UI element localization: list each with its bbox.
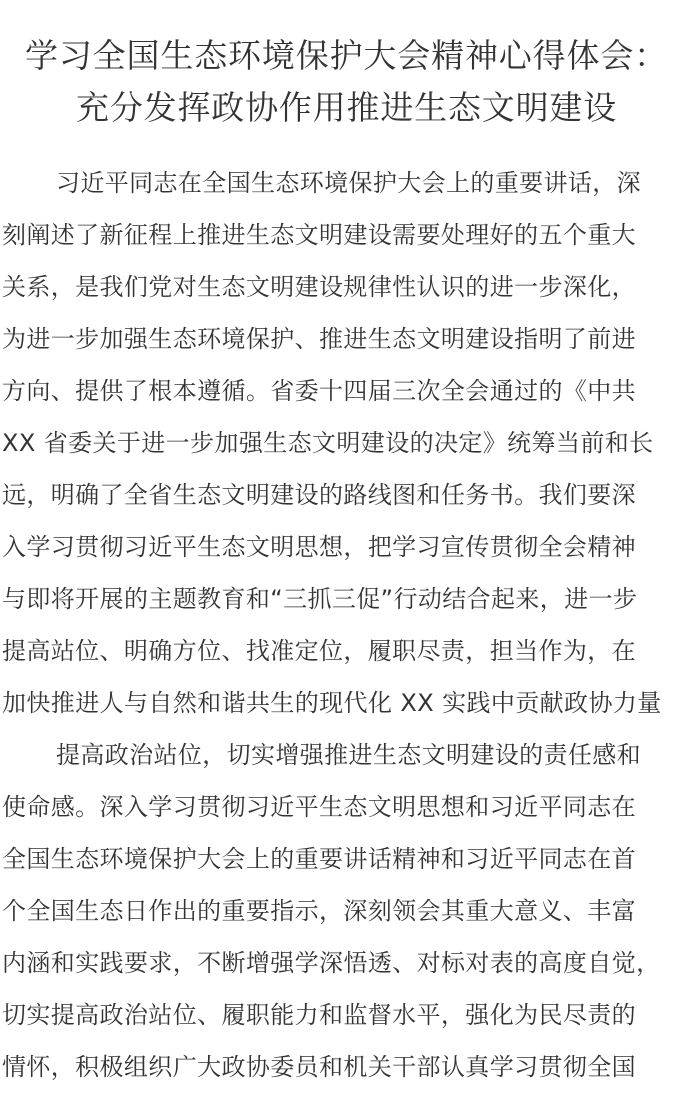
paragraph-1-line: 与即将开展的主题教育和“三抓三促”行动结合起来，进一步 — [2, 585, 638, 613]
paragraph-1-line: 入学习贯彻习近平生态文明思想，把学习宣传贯彻全会精神 — [2, 533, 636, 561]
document-title — [0, 30, 693, 134]
paragraph-1-line: 为进一步加强生态环境保护、推进生态文明建设指明了前进 — [2, 325, 636, 353]
title-line-2: 充分发挥政协作用推进生态文明建设 — [76, 88, 617, 127]
paragraph-1-line: 提高站位、明确方位、找准定位，履职尽责，担当作为，在 — [2, 637, 636, 665]
paragraph-1-line: 习近平同志在全国生态环境保护大会上的重要讲话，深 — [56, 169, 641, 197]
paragraph-1-line: 远，明确了全省生态文明建设的路线图和任务书。我们要深 — [2, 481, 636, 509]
paragraph-2-line: 全国生态环境保护大会上的重要讲话精神和习近平同志在首 — [2, 845, 636, 873]
paragraph-2-line: 情怀，积极组织广大政协委员和机关干部认真学习贯彻全国 — [2, 1053, 636, 1081]
paragraph-2-line: 切实提高政治站位、履职能力和监督水平，强化为民尽责的 — [2, 1001, 636, 1029]
paragraph-1-line: 方向、提供了根本遵循。省委十四届三次全会通过的《中共 — [2, 377, 636, 405]
paragraph-2-line: 个全国生态日作出的重要指示，深刻领会其重大意义、丰富 — [2, 897, 636, 925]
paragraph-2-line: 使命感。深入学习贯彻习近平生态文明思想和习近平同志在 — [2, 793, 636, 821]
paragraph-1 — [2, 157, 693, 729]
paragraph-1-line: 关系，是我们党对生态文明建设规律性认识的进一步深化， — [2, 273, 636, 301]
paragraph-2-line: 提高政治站位，切实增强推进生态文明建设的责任感和 — [56, 741, 641, 769]
title-line-1: 学习全国生态环境保护大会精神心得体会： — [25, 36, 668, 75]
paragraph-1-line: XX 省委关于进一步加强生态文明建设的决定》统筹当前和长 — [2, 429, 654, 457]
paragraph-2 — [2, 729, 693, 1093]
document-body — [2, 157, 693, 1093]
paragraph-1-line: 刻阐述了新征程上推进生态文明建设需要处理好的五个重大 — [2, 221, 636, 249]
paragraph-2-line: 内涵和实践要求，不断增强学深悟透、对标对表的高度自觉， — [2, 949, 661, 977]
paragraph-1-line: 加快推进人与自然和谐共生的现代化 XX 实践中贡献政协力量 — [2, 689, 662, 717]
